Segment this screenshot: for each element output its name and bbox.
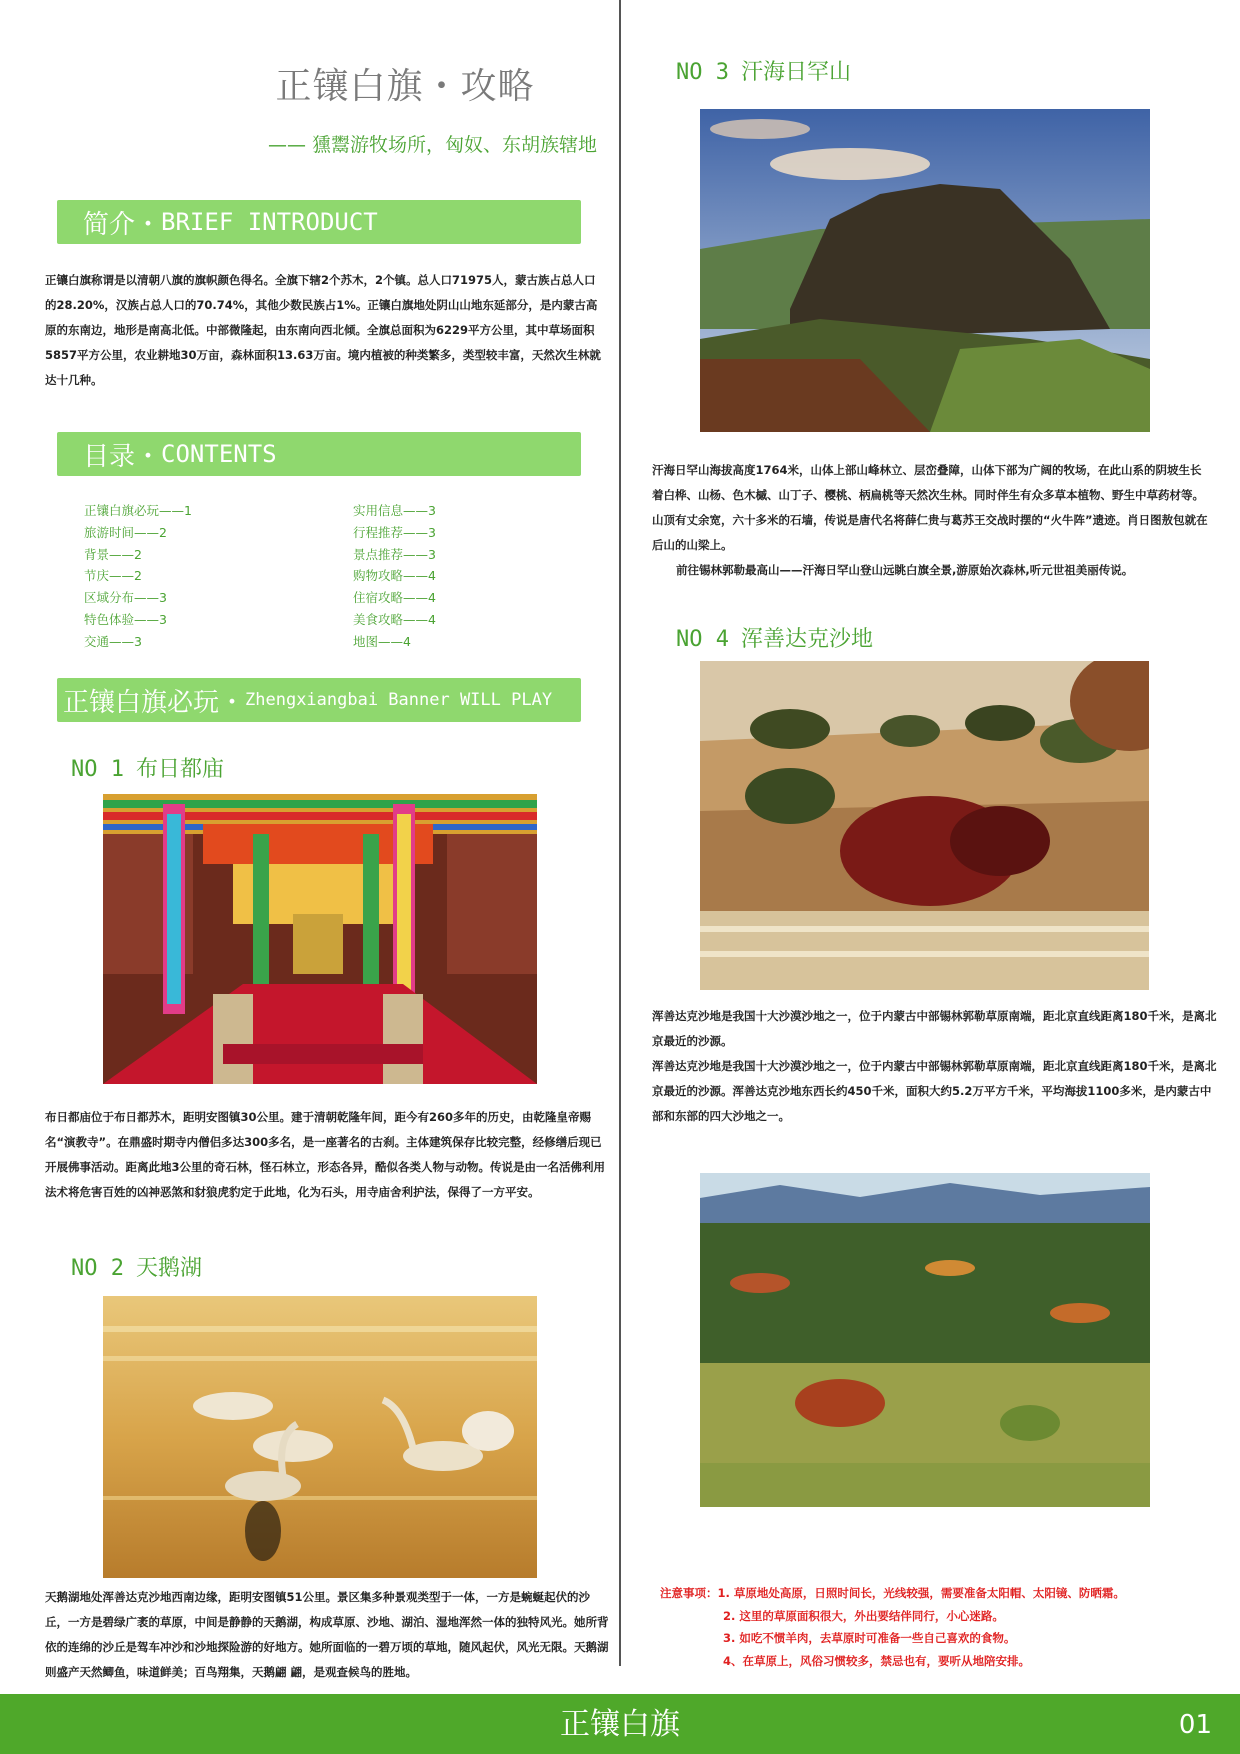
page-subtitle: —— 獯鬻游牧场所，匈奴、东胡族辖地 [267,134,597,156]
note-item: 3. 如吃不惯羊肉，去草原时可准备一些自己喜欢的食物。 [723,1631,1016,1645]
toc-item[interactable]: 旅游时间——2 [84,524,167,540]
page-number: 01 [1178,1710,1212,1740]
spot-2-heading [71,1251,202,1282]
spot-3-number: NO 3 [676,60,729,85]
notes-label: 注意事项： [660,1586,718,1600]
must-play-header-en: Zhengxiangbai Banner WILL PLAY [245,690,553,710]
spot-3-text-extra: 前往锡林郭勒最高山——汗海日罕山登山远眺白旗全景,游原始次森林,听元世祖美丽传说。 [676,563,1134,577]
spot-3-description [652,458,1212,583]
footer-title: 正镶白旗 [560,1707,680,1742]
spot-4-text-extra: 浑善达克沙地是我国十大沙漠沙地之一，位于内蒙古中部锡林郭勒草原南端，距北京直线距离180千米，是离北京最近的沙源。浑善达克沙地东西长约450千米，面积大约5.2万平方千米，平均海拔1100多米，是内蒙古中部和东部的四大沙地之一。 [652,1059,1217,1123]
contents-header-en: CONTENTS [161,440,277,468]
spot-3-heading [676,55,851,86]
spot-2-text: 天鹅湖地处浑善达克沙地西南边缘，距明安图镇51公里。景区集多种景观类型于一体，一方是蜿蜒起伏的沙丘，一方是碧绿广袤的草原，中间是静静的天鹅湖，构成草原、沙地、湖泊、湿地浑然一体的独特风光。她所背依的连绵的沙丘是驾车冲沙和沙地探险游的好地方。她所面临的一碧万顷的草地，随风起伏，风光无限。天鹅湖则盛产天然鲫鱼，味道鲜美；百鸟翔集，天鹅翩 翩，是观查候鸟的胜地。 [45,1590,609,1679]
mountain-photo [700,109,1150,432]
page-title: 正镶白旗・攻略 [275,66,535,107]
note-item: 2. 这里的草原面积很大，外出要结伴同行，小心迷路。 [723,1608,1004,1623]
intro-header-en: BRIEF INTRODUCT [161,208,378,236]
spot-2-description [45,1585,610,1685]
contents-header-cn: 目录・ [83,441,162,472]
swan-lake-photo [103,1296,537,1578]
note-item: 4、在草原上，风俗习惯较多，禁忌也有，要听从地陪安排。 [723,1653,1030,1668]
spot-1-description [45,1105,605,1205]
grassland-photo [700,1173,1150,1507]
toc-item[interactable]: 实用信息——3 [353,503,436,518]
toc-item[interactable]: 区域分布——3 [84,590,167,606]
note-item: 1. 草原地处高原，日照时间长，光线较强，需要准备太阳帽、太阳镜、防晒霜。 [717,1586,1125,1600]
temple-interior-photo [103,794,537,1084]
contents-section-header [57,432,581,476]
sandland-photo [700,661,1149,990]
toc-item[interactable]: 住宿攻略——4 [353,590,436,606]
spot-1-heading [71,752,224,783]
spot-4-name: 浑善达克沙地 [740,627,873,652]
toc-item[interactable]: 正镶白旗必玩——1 [84,503,192,518]
must-play-section-header [57,678,581,722]
toc-item[interactable]: 美食攻略——4 [353,611,436,627]
toc-item[interactable]: 节庆——2 [84,568,142,584]
intro-header-cn: 简介・ [83,209,162,240]
spot-3-text: 汗海日罕山海拔高度1764米，山体上部山峰林立、层峦叠障，山体下部为广阔的牧场，在此山系的阴坡生长着白桦、山杨、色木槭、山丁子、樱桃、柄扁桃等天然次生林。同时伴生有众多草本植物、野生中草药材等。山顶有丈余宽，六十多米的石墙，传说是唐代名将薛仁贵与葛苏王交战时摆的“火牛阵”遗迹。肖日图敖包就在后山的山梁上。 [652,463,1208,552]
toc-right-column [353,500,436,653]
spot-1-number: NO 1 [71,757,124,782]
intro-section-header [57,200,581,244]
spot-2-number: NO 2 [71,1256,124,1281]
toc-item[interactable]: 行程推荐——3 [353,524,436,540]
intro-text: 正镶白旗称谓是以清朝八旗的旗帜颜色得名。全旗下辖2个苏木，2个镇。总人口71975人，蒙古族占总人口的28.20%，汉族占总人口的70.74%，其他少数民族占1%。正镶白旗地处阴山山地东延部分，是内蒙古高原的东南边，地形是南高北低。中部微隆起，由东南向西北倾。全旗总面积为6229平方公里，其中草场面积5857平方公里，农业耕地30万亩，森林面积13.63万亩。境内植被的种类繁多，类型较丰富，天然次生林就达十几种。 [45,273,601,387]
spot-4-number: NO 4 [676,627,729,652]
spot-3-name: 汗海日罕山 [740,60,851,85]
toc-item[interactable]: 交通——3 [84,633,142,649]
spot-4-heading [676,622,873,653]
toc-item[interactable]: 特色体验——3 [84,611,167,627]
toc-item[interactable]: 地图——4 [353,633,411,649]
spot-1-text: 布日都庙位于布日都苏木，距明安图镇30公里。建于清朝乾隆年间，距今有260多年的历史，由乾隆皇帝赐名“演教寺”。在鼎盛时期寺内僧侣多达300多名，是一座著名的古刹。主体建筑保存比较完整，经修缮后现已开展佛事活动。距离此地3公里的奇石林，怪石林立，形态各异，酷似各类人物与动物。传说是由一名活佛利用法术将危害百姓的凶神恶煞和豺狼虎豹定于此地，化为石头，用寺庙舍利护法，保得了一方平安。 [45,1110,605,1199]
intro-paragraph [45,268,605,393]
spot-4-description [652,1004,1222,1129]
toc-item[interactable]: 购物攻略——4 [353,568,436,584]
must-play-header-cn: 正镶白旗必玩・ [63,687,246,718]
spot-1-name: 布日都庙 [135,757,224,782]
spot-2-name: 天鹅湖 [135,1256,202,1281]
spot-4-text: 浑善达克沙地是我国十大沙漠沙地之一，位于内蒙古中部锡林郭勒草原南端，距北京直线距离180千米，是离北京最近的沙源。 [652,1009,1217,1048]
column-divider [619,0,621,1666]
notes-section [660,1582,1125,1672]
toc-item[interactable]: 背景——2 [84,546,142,562]
toc-left-column [84,500,192,653]
toc-item[interactable]: 景点推荐——3 [353,546,436,562]
